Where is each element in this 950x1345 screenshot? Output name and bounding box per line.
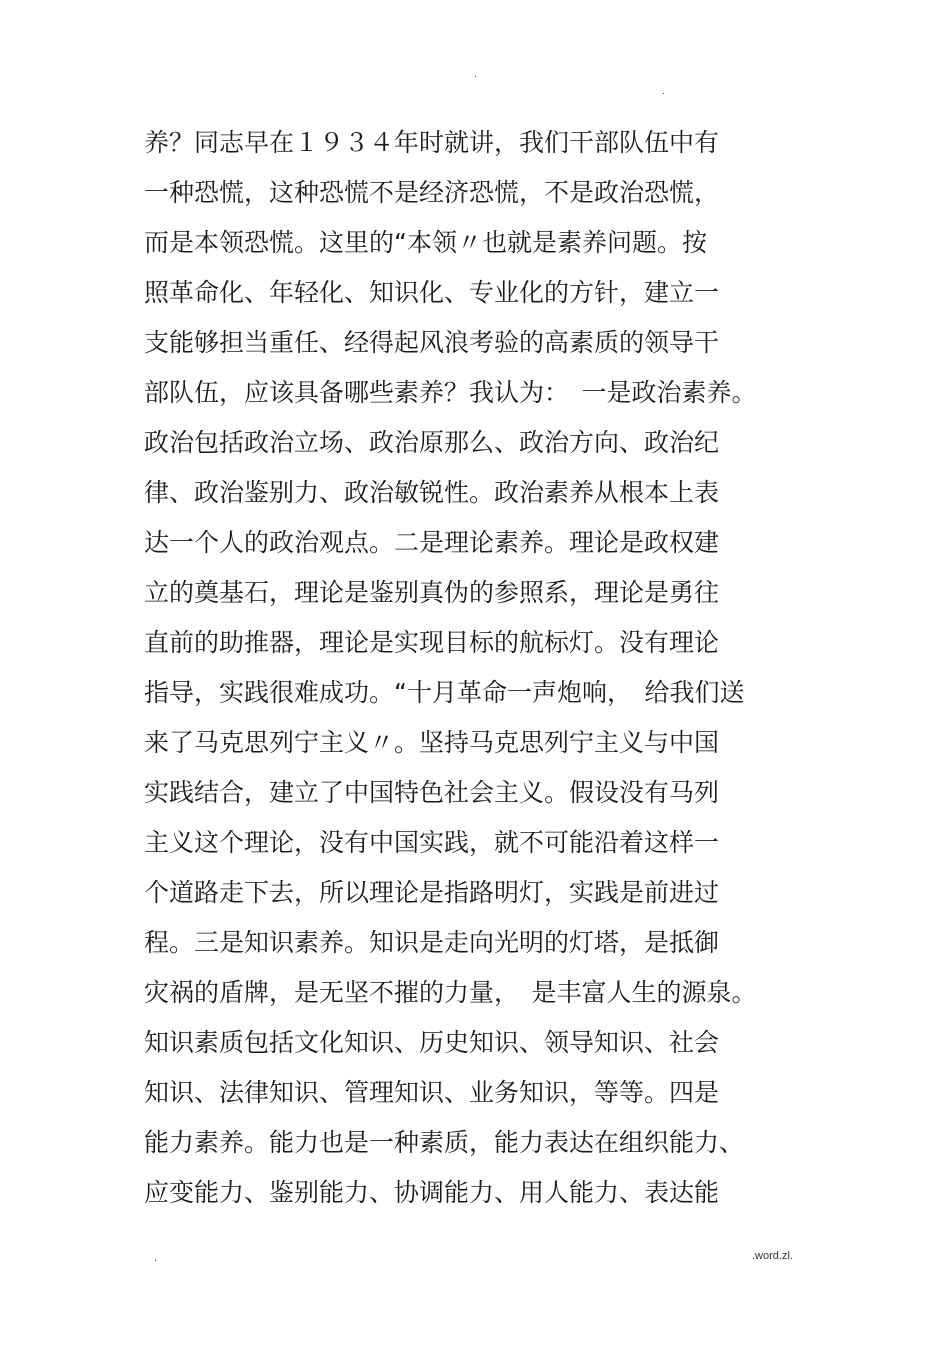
text-line: 直前的助推器，理论是实现目标的航标灯。没有理论 [144,628,720,657]
header-dot: . [662,86,665,97]
text-line: 能力素养。能力也是一种素质，能力表达在组织能力、 [144,1128,745,1157]
text-line: 政治包括政治立场、政治原那么、政治方向、政治纪 [144,428,720,457]
text-line: 立的奠基石，理论是鉴别真伪的参照系，理论是勇往 [144,578,720,607]
text-line: 灾祸的盾牌，是无坚不摧的力量， 是丰富人生的源泉。 [144,978,757,1007]
text-line: 部队伍，应该具备哪些素养？我认为： 一是政治素养。 [144,378,757,407]
text-line: 养？同志早在１９３４年时就讲，我们干部队伍中有 [144,128,720,157]
text-line: 实践结合，建立了中国特色社会主义。假设没有马列 [144,778,720,807]
text-line: 指导，实践很难成功。“十月革命一声炮响， 给我们送 [144,678,745,707]
document-body [144,118,834,1218]
text-line: 达一个人的政治观点。二是理论素养。理论是政权建 [144,528,720,557]
text-line: 应变能力、鉴别能力、协调能力、用人能力、表达能 [144,1178,720,1207]
footer-dot: . [154,1252,158,1264]
page-header [0,0,950,120]
text-line: 知识、法律知识、管理知识、业务知识，等等。四是 [144,1078,720,1107]
text-line: 程。三是知识素养。知识是走向光明的灯塔，是抵御 [144,928,720,957]
text-line: 一种恐慌，这种恐慌不是经济恐慌，不是政治恐慌， [144,178,720,207]
text-line: 知识素质包括文化知识、历史知识、领导知识、社会 [144,1028,720,1057]
text-line: 个道路走下去，所以理论是指路明灯，实践是前进过 [144,878,720,907]
page-footer [0,1240,950,1280]
text-line: 来了马克思列宁主义〃。坚持马克思列宁主义与中国 [144,728,720,757]
text-line: 照革命化、年轻化、知识化、专业化的方针，建立一 [144,278,720,307]
text-line: 律、政治鉴别力、政治敏锐性。政治素养从根本上表 [144,478,720,507]
footer-watermark: .word.zl. [752,1250,793,1262]
text-line: 支能够担当重任、经得起风浪考验的高素质的领导干 [144,328,720,357]
text-line: 主义这个理论，没有中国实践，就不可能沿着这样一 [144,828,720,857]
header-dot: . [474,69,477,80]
text-line: 而是本领恐慌。这里的“本领〃也就是素养问题。按 [144,228,707,257]
